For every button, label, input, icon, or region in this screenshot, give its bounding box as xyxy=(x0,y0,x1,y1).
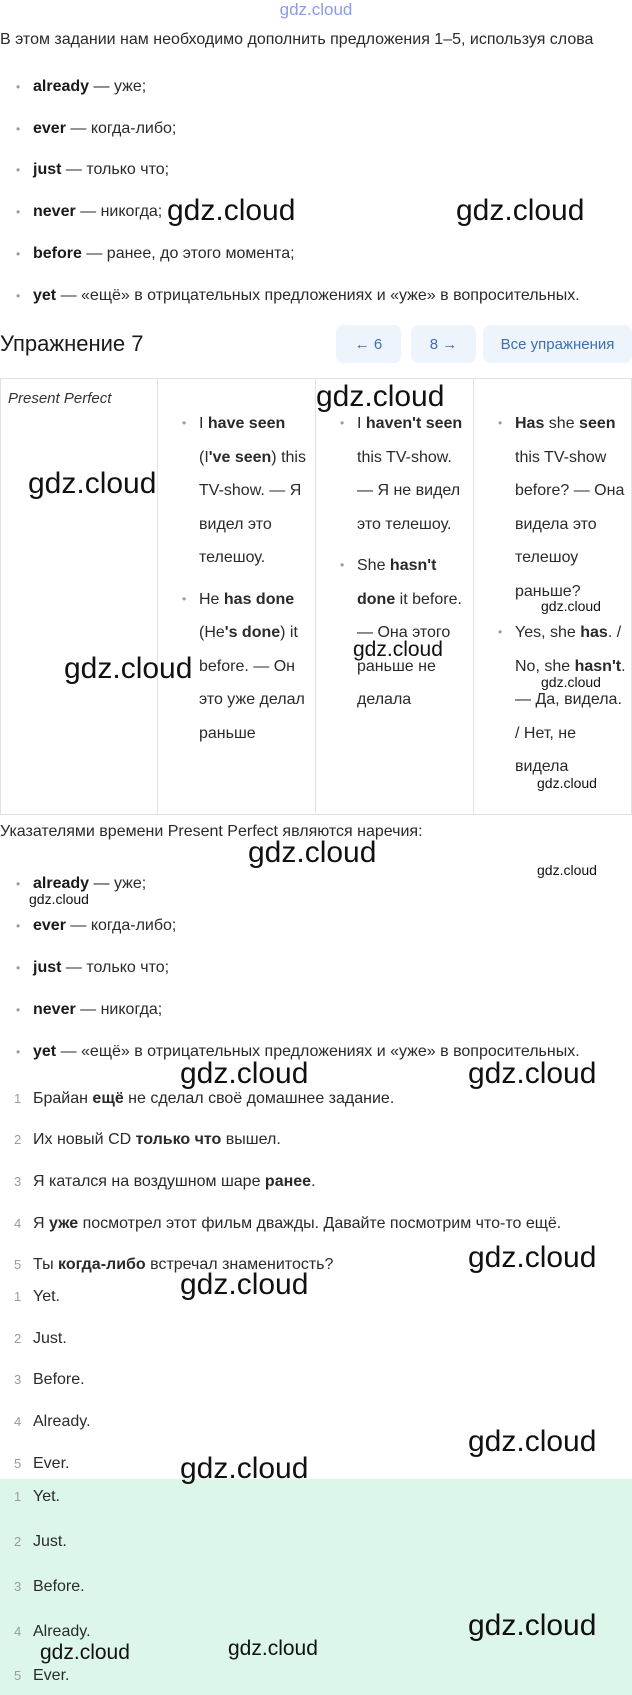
watermark: gdz.cloud xyxy=(468,1609,597,1642)
list-item: 5 Ты когда-либо встречал знаменитость? xyxy=(14,1256,334,1273)
tense-label: Present Perfect xyxy=(8,390,112,407)
affirmative-cell xyxy=(199,407,309,750)
watermark: gdz.cloud xyxy=(537,775,597,791)
watermark: gdz.cloud xyxy=(316,380,445,413)
list-item: • ever — когда-либо; xyxy=(33,917,176,935)
negative-cell xyxy=(357,407,467,717)
list-item: 2 Just. xyxy=(14,1330,67,1347)
all-exercises-button[interactable]: Все упражнения xyxy=(483,325,632,363)
watermark: gdz.cloud xyxy=(353,638,443,661)
list-item: • yet — «ещё» в отрицательных предложениях и «уже» в вопросительных. xyxy=(33,287,580,305)
watermark: gdz.cloud xyxy=(468,1425,597,1458)
watermark: gdz.cloud xyxy=(537,862,597,878)
question-cell xyxy=(515,407,627,784)
intro-text: В этом задании нам необходимо дополнить предложения 1–5, используя слова xyxy=(0,31,594,48)
table-divider xyxy=(473,378,474,815)
list-item: • I haven't seen this TV-show. — Я не видел это телешоу. xyxy=(357,407,467,541)
list-item: 5 Ever. xyxy=(14,1455,70,1472)
watermark: gdz.cloud xyxy=(541,598,601,614)
list-item: 1 Брайан ещё не сделал своё домашнее задание. xyxy=(14,1090,395,1107)
list-item: 4 Already. xyxy=(14,1413,91,1430)
next-exercise-button[interactable]: 8 → xyxy=(411,325,476,363)
list-item: • never — никогда; xyxy=(33,203,162,221)
watermark: gdz.cloud xyxy=(40,1641,130,1664)
list-item: • She hasn't done it before. — Она этого раньше не делала xyxy=(357,549,467,717)
list-item: • never — никогда; xyxy=(33,1001,162,1019)
list-item: • already — уже; xyxy=(33,875,146,893)
watermark: gdz.cloud xyxy=(28,467,157,500)
list-item: 3 Before. xyxy=(14,1578,85,1595)
watermark: gdz.cloud xyxy=(180,1057,309,1090)
markers-caption: Указателями времени Present Perfect являются наречия: xyxy=(0,823,423,840)
watermark: gdz.cloud xyxy=(180,1268,309,1301)
watermark: gdz.cloud xyxy=(541,674,601,690)
list-item: • just — только что; xyxy=(33,959,169,977)
list-item: 4 Я уже посмотрел этот фильм дважды. Давайте посмотрим что-то ещё. xyxy=(14,1215,562,1232)
watermark: gdz.cloud xyxy=(64,652,193,685)
list-item: 5 Ever. xyxy=(14,1667,70,1684)
list-item: • before — ранее, до этого момента; xyxy=(33,245,295,263)
list-item: 4 Already. xyxy=(14,1623,91,1640)
list-item: • yet — «ещё» в отрицательных предложениях и «уже» в вопросительных. xyxy=(33,1043,580,1061)
watermark: gdz.cloud xyxy=(248,836,377,869)
list-item: 3 Before. xyxy=(14,1371,85,1388)
watermark: gdz.cloud xyxy=(29,891,89,907)
list-item: • Yes, she has. / No, she hasn't. — Да, видела. / Нет, не видела xyxy=(515,616,627,784)
list-item: 1 Yet. xyxy=(14,1488,60,1505)
exercise-title: Упражнение 7 xyxy=(0,331,144,356)
watermark: gdz.cloud xyxy=(456,194,585,227)
list-item: • just — только что; xyxy=(33,161,169,179)
watermark: gdz.cloud xyxy=(167,194,296,227)
prev-exercise-button[interactable]: ← 6 xyxy=(336,325,401,363)
table-divider xyxy=(315,378,316,815)
list-item: 2 Их новый CD только что вышел. xyxy=(14,1131,281,1148)
list-item: 2 Just. xyxy=(14,1533,67,1550)
watermark: gdz.cloud xyxy=(468,1057,597,1090)
table-divider xyxy=(157,378,158,815)
list-item: 3 Я катался на воздушном шаре ранее. xyxy=(14,1173,316,1190)
list-item: • Has she seen this TV-show before? — Она видела это телешоу раньше? xyxy=(515,407,627,608)
list-item: • ever — когда-либо; xyxy=(33,120,176,138)
list-item: 1 Yet. xyxy=(14,1288,60,1305)
watermark: gdz.cloud xyxy=(468,1241,597,1274)
watermark: gdz.cloud xyxy=(228,1637,318,1660)
watermark: gdz.cloud xyxy=(180,1452,309,1485)
list-item: • already — уже; xyxy=(33,78,146,96)
list-item: • I have seen (I've seen) this TV-show. — Я видел это телешоу. xyxy=(199,407,309,575)
list-item: • He has done (He's done) it before. — Он это уже делал раньше xyxy=(199,583,309,751)
top-watermark: gdz.cloud xyxy=(279,0,353,19)
